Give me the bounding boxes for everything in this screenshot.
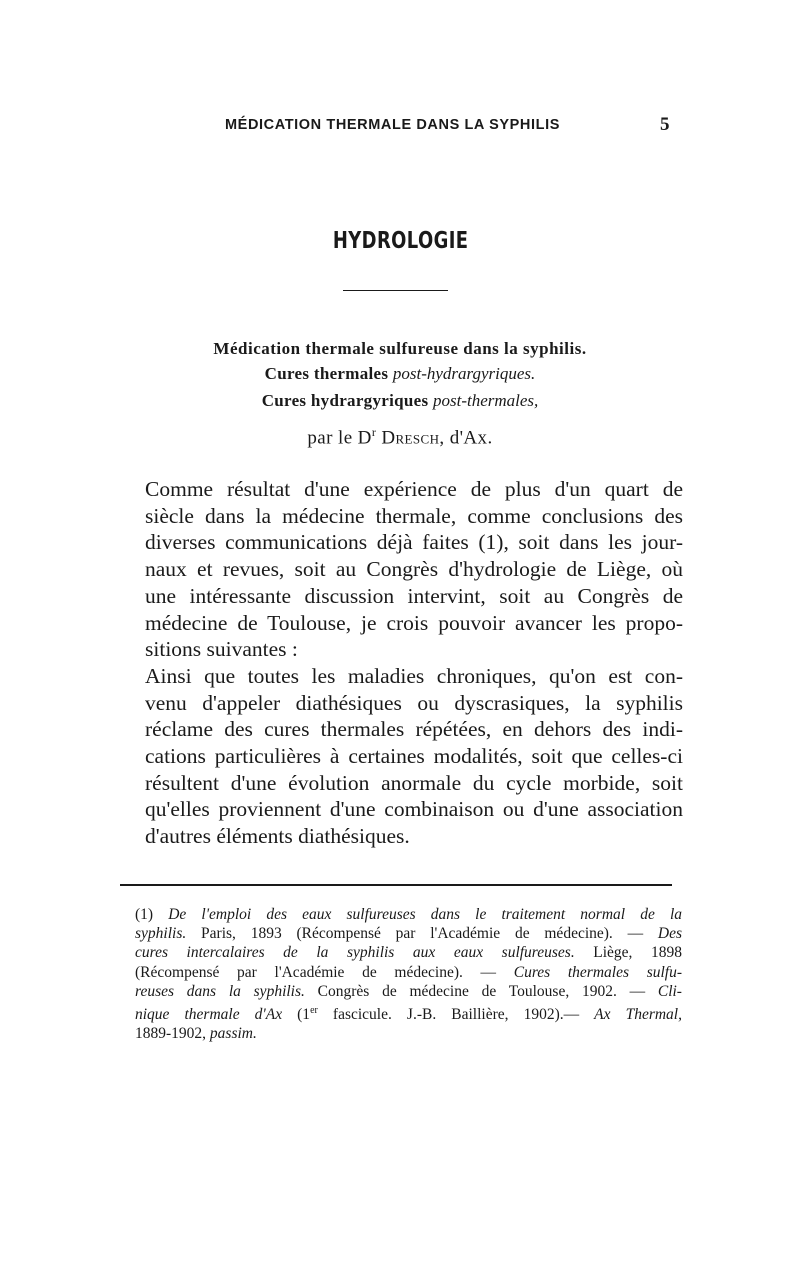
byline-sup: r: [371, 425, 377, 439]
footnote-line: [135, 963, 682, 982]
footnote-italic: De l'emploi des eaux sulfureuses dans le traitement normal de la: [168, 906, 683, 923]
body-line: d'autres éléments diathésiques.: [145, 824, 410, 849]
byline: [0, 425, 800, 449]
footnote-italic: nique thermale d'Ax: [135, 1006, 283, 1024]
footnote-italic: syphilis.: [135, 925, 187, 943]
footnote-text: Congrès de médecine de Toulouse, 1902. —: [304, 982, 658, 1000]
body-line: diverses communications déjà faites (1), soit dans les jour-: [145, 530, 683, 555]
footnote-text: (Récompensé par l'Académie de médecine). —: [135, 963, 514, 981]
body-line: une intéressante discussion intervint, soit au Congrès de: [145, 583, 683, 608]
body-line: venu d'appeler diathésiques ou dyscrasiques, la syphilis: [145, 690, 683, 715]
footnote-text: fascicule. J.-B. Baillière, 1902).—: [317, 1006, 595, 1024]
body-line: Ainsi que toutes les maladies chroniques, qu'on est con-: [145, 663, 683, 688]
footnote-text: 1889-1902,: [135, 1025, 210, 1043]
article-title-bold: Cures thermales: [264, 364, 393, 383]
footnote-italic: reuses dans la syphilis.: [135, 982, 305, 1000]
page-number: 5: [660, 114, 670, 135]
footnote-line: [135, 924, 682, 943]
author-name: Dresch,: [376, 427, 445, 449]
footnote-line: [135, 905, 682, 924]
footnote-marker: (1): [135, 906, 169, 923]
title-rule: [343, 290, 448, 291]
footnote-italic: Des: [657, 925, 682, 943]
article-title-bold: Médication thermale sulfureuse dans la syphilis.: [213, 339, 587, 358]
article-title-bold: Cures hydrargyriques: [261, 391, 433, 410]
article-title-line-3: [0, 391, 800, 411]
footnote-line: [135, 1024, 682, 1043]
article-title-italic: post-thermales,: [432, 391, 539, 410]
footnote-italic: Cli-: [657, 982, 682, 1000]
body-line: réclame des cures thermales répétées, en dehors des indi-: [145, 717, 683, 742]
footnote-italic: cures intercalaires de la syphilis aux eaux sulfureuses.: [135, 944, 575, 962]
footnote-line: [135, 1001, 682, 1024]
body-line: naux et revues, soit au Congrès d'hydrologie de Liège, où: [145, 557, 683, 582]
footnote-text: (1: [282, 1006, 311, 1024]
footnote-text: Liège, 1898: [574, 944, 682, 962]
body-line: qu'elles proviennent d'une combinaison ou d'une association: [145, 797, 683, 822]
footnote-italic: Ax Thermal,: [594, 1006, 682, 1024]
footnote-italic: Cures thermales sulfu-: [513, 963, 682, 981]
section-title: HYDROLOGIE: [332, 228, 469, 254]
footnote: [135, 905, 682, 1044]
article-title-line-1: [0, 339, 800, 359]
article-title-line-2: [0, 364, 800, 384]
running-head: MÉDICATION THERMALE DANS LA SYPHILIS: [225, 117, 560, 133]
footnote-line: [135, 982, 682, 1001]
article-title-italic: post-hydrargyriques.: [392, 364, 536, 383]
body-line: Comme résultat d'une expérience de plus d'un quart de: [145, 477, 683, 501]
body-line: cations particulières à certaines modalités, soit que celles-ci: [145, 744, 683, 769]
body-line: siècle dans la médecine thermale, comme conclusions des: [145, 503, 683, 528]
byline-prefix: par le D: [307, 427, 372, 449]
body-line: médecine de Toulouse, je crois pouvoir avancer les propo-: [145, 610, 683, 635]
footnote-sup: er: [310, 1005, 318, 1017]
footnote-line: [135, 943, 682, 962]
body-line: sitions suivantes :: [145, 637, 298, 662]
footnote-rule: [120, 884, 672, 886]
footnote-text: Paris, 1893 (Récompensé par l'Académie de médecine). —: [186, 925, 658, 943]
byline-suffix: d'Ax.: [444, 427, 493, 449]
footnote-italic: passim.: [209, 1025, 257, 1043]
body-line: résultent d'une évolution anormale du cycle morbide, soit: [145, 770, 683, 795]
body-text: [145, 476, 683, 850]
